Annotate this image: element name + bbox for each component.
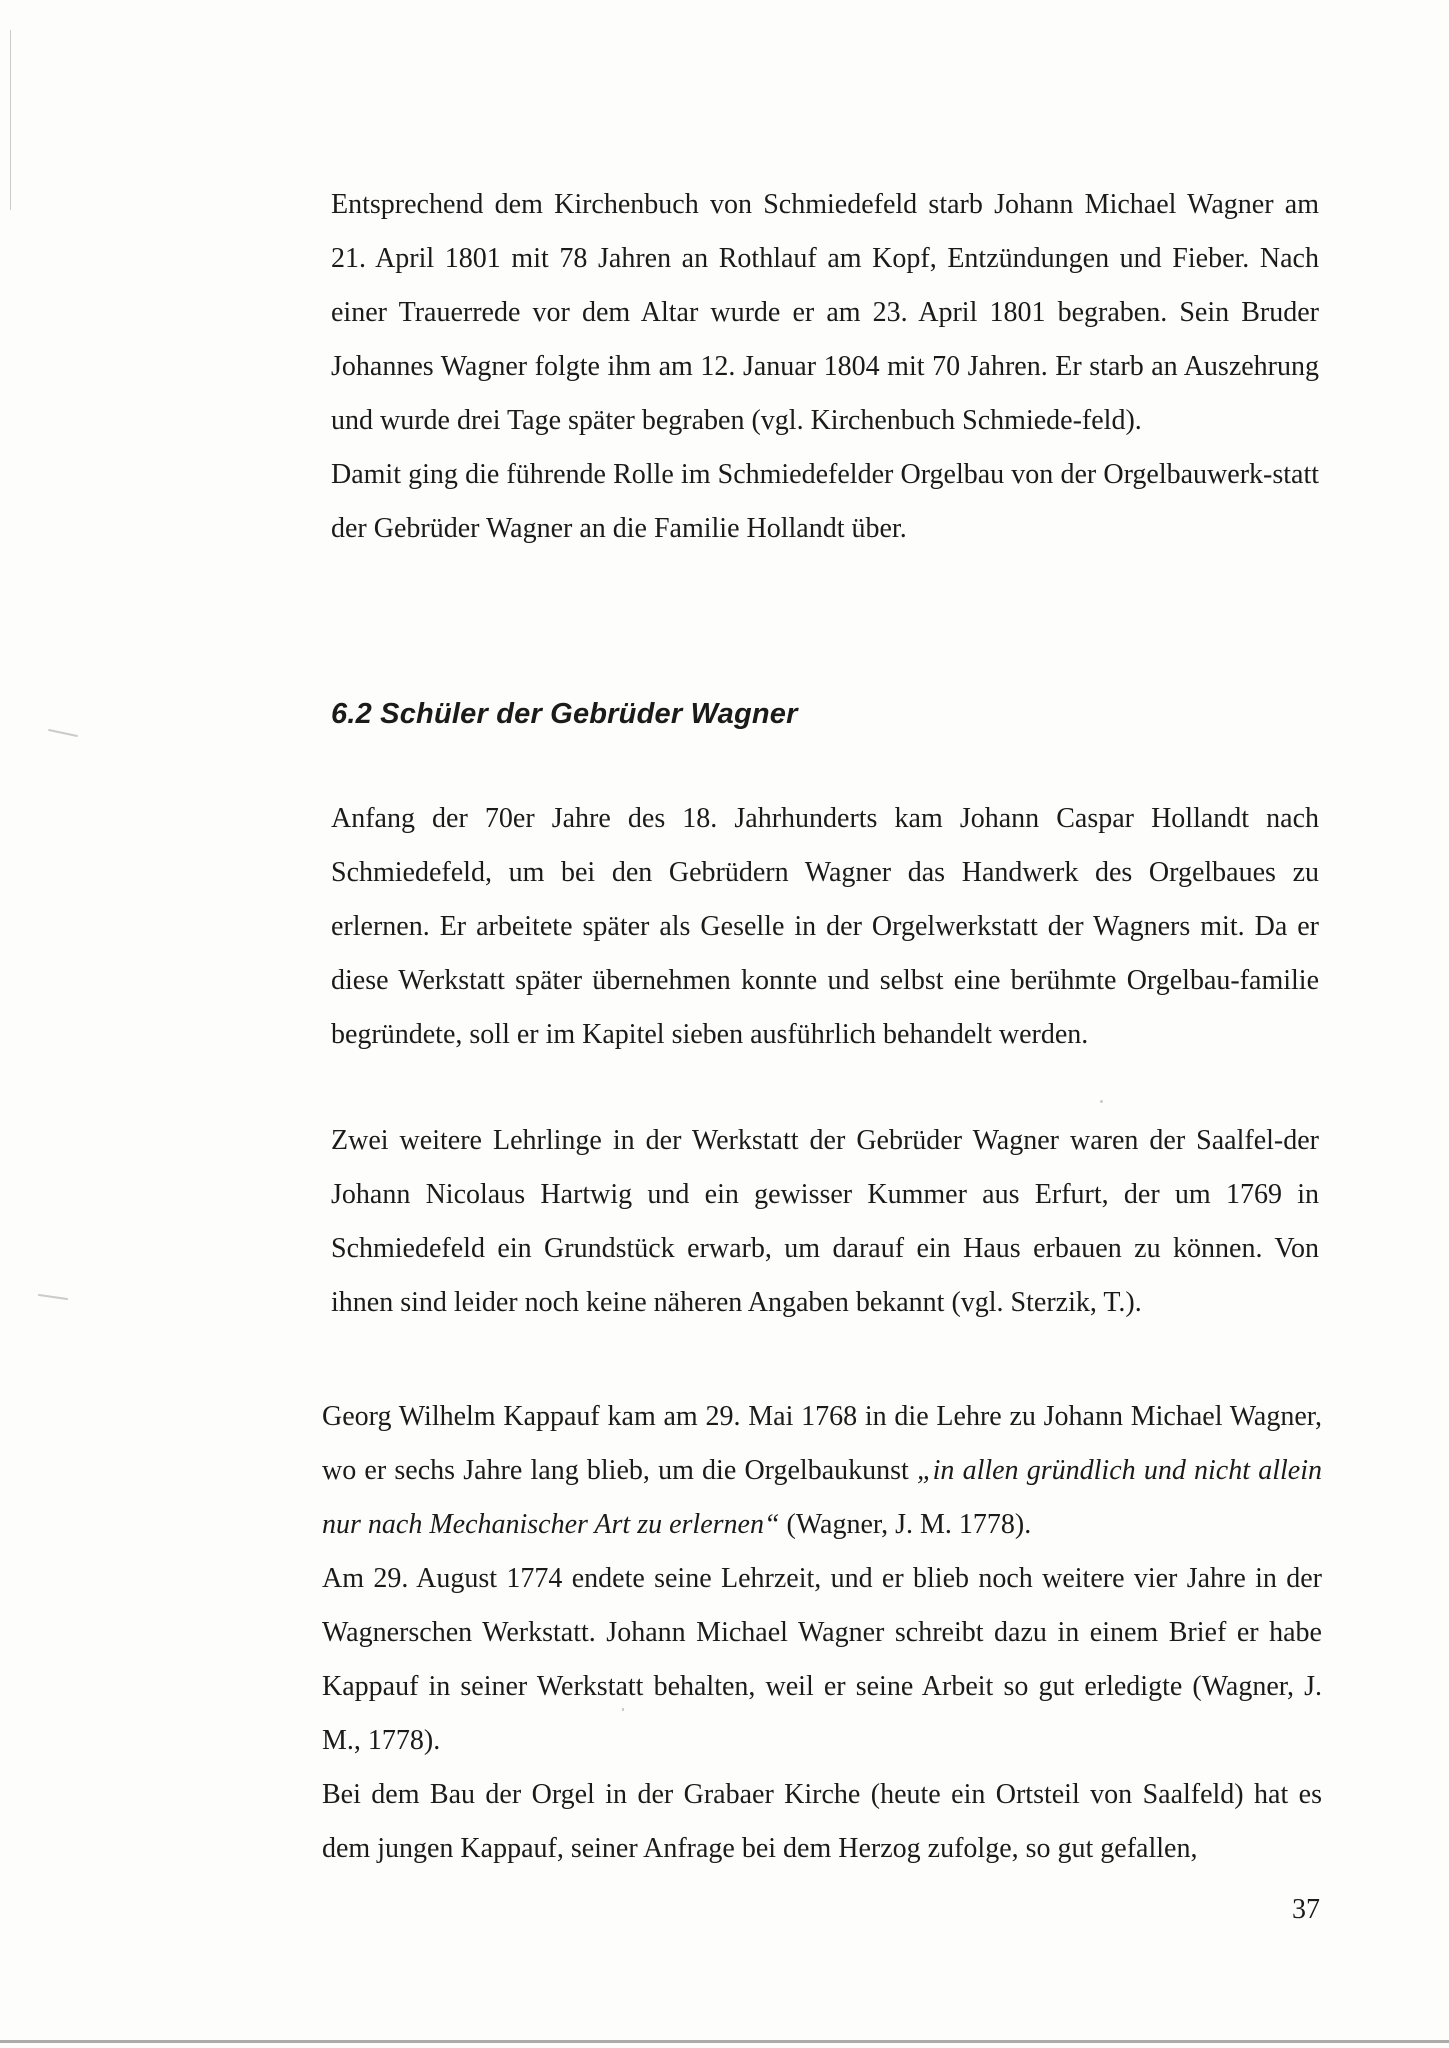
scan-artifact-edge <box>10 30 11 210</box>
paragraph-kappauf-continuation: Am 29. August 1774 endete seine Lehrzeit, und er blieb noch weitere vier Jahre in der Wagnerschen Werkstatt. Johann Michael Wagner schreibt dazu in einem Brief er habe Kappauf in seiner Werkstatt behalten, weil er seine Arbeit so gut erledigte (Wagner, J. M., 1778). <box>322 1563 1322 1756</box>
hollandt-text-block <box>331 792 1319 1062</box>
paragraph-leading-role: Damit ging die führende Rolle im Schmiedefelder Orgelbau von der Orgelbauwerk-statt der Gebrüder Wagner an die Familie Hollandt über. <box>331 459 1319 544</box>
page-number: 37 <box>1292 1894 1320 1925</box>
kappauf-quote: „in allen gründlich und nicht allein nur nach Mechanischer Art zu erlernen“ <box>322 1455 1322 1540</box>
kappauf-text-block <box>322 1390 1322 1876</box>
scan-artifact-mark <box>38 1294 68 1300</box>
paragraph-grabaer: Bei dem Bau der Orgel in der Grabaer Kirche (heute ein Ortsteil von Saalfeld) hat es dem jungen Kappauf, seiner Anfrage bei dem Herzog zufolge, so gut gefallen, <box>322 1779 1322 1864</box>
kappauf-citation: (Wagner, J. M. 1778). <box>779 1509 1032 1540</box>
intro-text-block <box>331 178 1319 556</box>
scan-artifact-dot <box>1100 1100 1103 1103</box>
kappauf-text-before-quote: Georg Wilhelm Kappauf kam am 29. Mai 1768 in die Lehre zu Johann Michael Wagner, wo er sechs Jahre lang blieb, um die Orgelbaukunst <box>322 1401 1322 1486</box>
paragraph-death-wagner: Entsprechend dem Kirchenbuch von Schmiedefeld starb Johann Michael Wagner am 21. April 1801 mit 78 Jahren an Rothlauf am Kopf, Entzündungen und Fieber. Nach einer Trauerrede vor dem Altar wurde er am 23. April 1801 begraben. Sein Bruder Johannes Wagner folgte ihm am 12. Januar 1804 mit 70 Jahren. Er starb an Auszehrung und wurde drei Tage später begraben (vgl. Kirchenbuch Schmiede-feld). <box>331 189 1319 436</box>
paragraph-kappauf <box>322 1390 1322 1552</box>
paragraph-apprentices: Zwei weitere Lehrlinge in der Werkstatt der Gebrüder Wagner waren der Saalfel-der Johann Nicolaus Hartwig und ein gewisser Kummer aus Erfurt, der um 1769 in Schmiedefeld ein Grundstück erwarb, um darauf ein Haus erbauen zu können. Von ihnen sind leider noch keine näheren Angaben bekannt (vgl. Sterzik, T.). <box>331 1125 1319 1318</box>
scan-artifact-mark <box>48 729 78 737</box>
apprentices-text-block <box>331 1114 1319 1330</box>
paragraph-hollandt: Anfang der 70er Jahre des 18. Jahrhunderts kam Johann Caspar Hollandt nach Schmiedefeld, um bei den Gebrüdern Wagner das Handwerk des Orgelbaues zu erlernen. Er arbeitete später als Geselle in der Orgelwerkstatt der Wagners mit. Da er diese Werkstatt später übernehmen konnte und selbst eine berühmte Orgelbau-familie begründete, soll er im Kapitel sieben ausführlich behandelt werden. <box>331 803 1319 1050</box>
section-heading: 6.2 Schüler der Gebrüder Wagner <box>331 698 798 730</box>
scan-bottom-edge <box>0 2040 1449 2043</box>
